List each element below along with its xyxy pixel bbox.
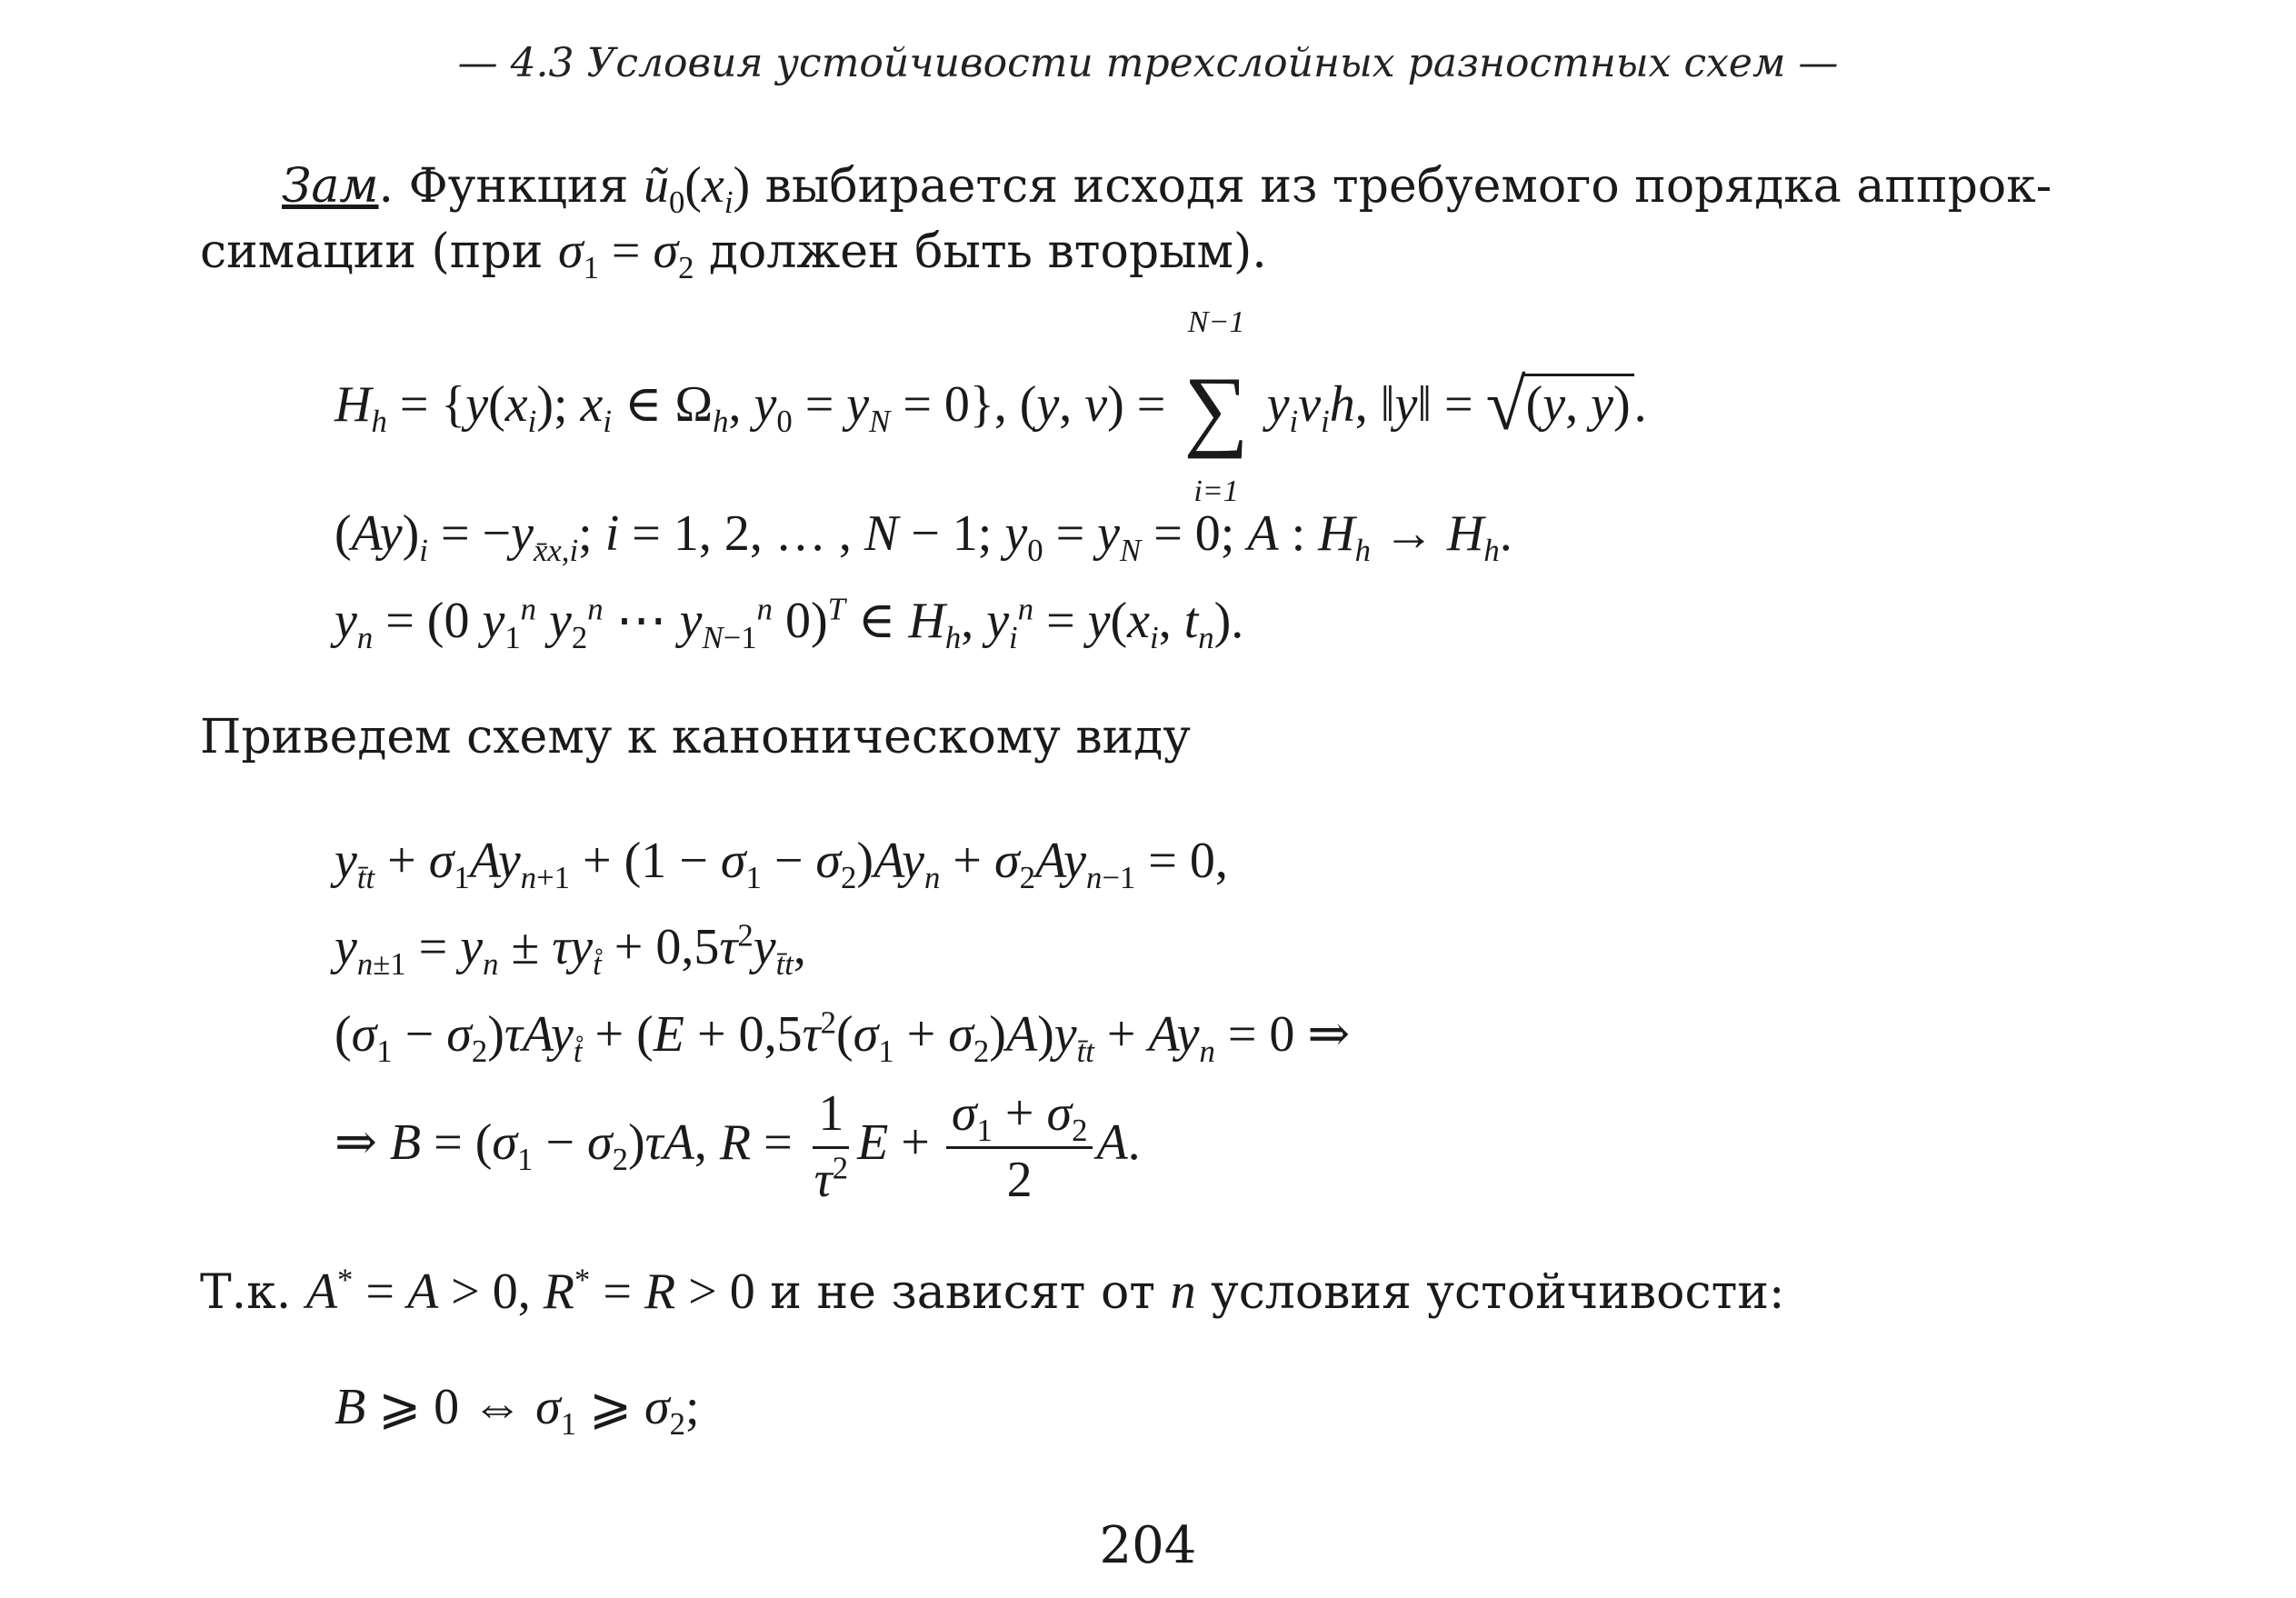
- formula-u0: $ũ_0(x_i)$: [643, 157, 751, 221]
- remark-label: Зам: [282, 159, 379, 214]
- canonical-text: Приведем схему к каноническому виду: [200, 710, 1191, 764]
- formula-space-hh: $H_h = \{y(x_i)$; $x_i$ ∈ $\Omega_h$, $y_0 = y_N = 0$}, (y, v) = ∑ N−1 i=1 $y_iv_ih$, ‖y‖ = √ (y, y).: [334, 305, 1647, 508]
- formula-sigma-equal: $\sigma_1 = \sigma_2$: [557, 223, 694, 286]
- formula-scheme: $y_{t̄t} + \sigma_1Ay_{n+1} + (1 - \sigma_1 - \sigma_2)Ay_n + \sigma_2Ay_{n-1} = 0$,: [334, 833, 1228, 896]
- formula-b-r: ⇒ $B = (\sigma_1 - \sigma_2)\tau A$, R = $\frac{1}{\tau^2}$ E + $\frac{\sigma_1 + \sigma_2}{2}$ A.: [334, 1085, 1141, 1208]
- formula-substituted: $(\sigma_1 - \sigma_2)\tau Ay_{t̊} + (E + 0,5\tau^2(\sigma_1 + \sigma_2)A)y_{t̄t} + Ay_n = 0$ ⇒: [334, 1004, 1351, 1070]
- formula-self-adjoint: A* = A > 0, R* = R > 0: [305, 1262, 755, 1320]
- remark-line-2: симации (при $\sigma_1 = \sigma_2$ должен быть вторым).: [200, 223, 1267, 286]
- running-header: — 4.3 Условия устойчивости трехслойных разностных схем —: [457, 40, 1839, 86]
- formula-vector-yn: $y_n = (0$ $y_1^n$ $y_2^n$ ⋯ $y_{N-1}^n$ 0)$^T$ ∈ $H_h$, $y_i^n = y(x_i$, $t_n$).: [334, 591, 1244, 656]
- remark-line-1: Зам. Функция $ũ_0(x_i)$ выбирается исходя из требуемого порядка аппрок-: [282, 157, 2052, 221]
- formula-taylor: $y_{n\pm 1} = y_n \pm \tau y_{t̊} + 0,5\tau^2y_{t̄t}$,: [334, 917, 806, 983]
- formula-b-condition: B ⩾ 0 ⇔ $\sigma_1$ ⩾ $\sigma_2$;: [334, 1379, 700, 1443]
- page-number: 204: [1099, 1516, 1197, 1575]
- formula-n: n: [1170, 1263, 1196, 1320]
- stability-text: Т.к. A* = A > 0, R* = R > 0 и не зависят от n условия устойчивости:: [200, 1262, 1785, 1320]
- formula-operator-a: $(Ay)_i = -y_{x̄x,i}$; i = 1, 2, … , N − 1; $y_0 = y_N = 0$; A : $H_h \to H_h$.: [334, 505, 1512, 569]
